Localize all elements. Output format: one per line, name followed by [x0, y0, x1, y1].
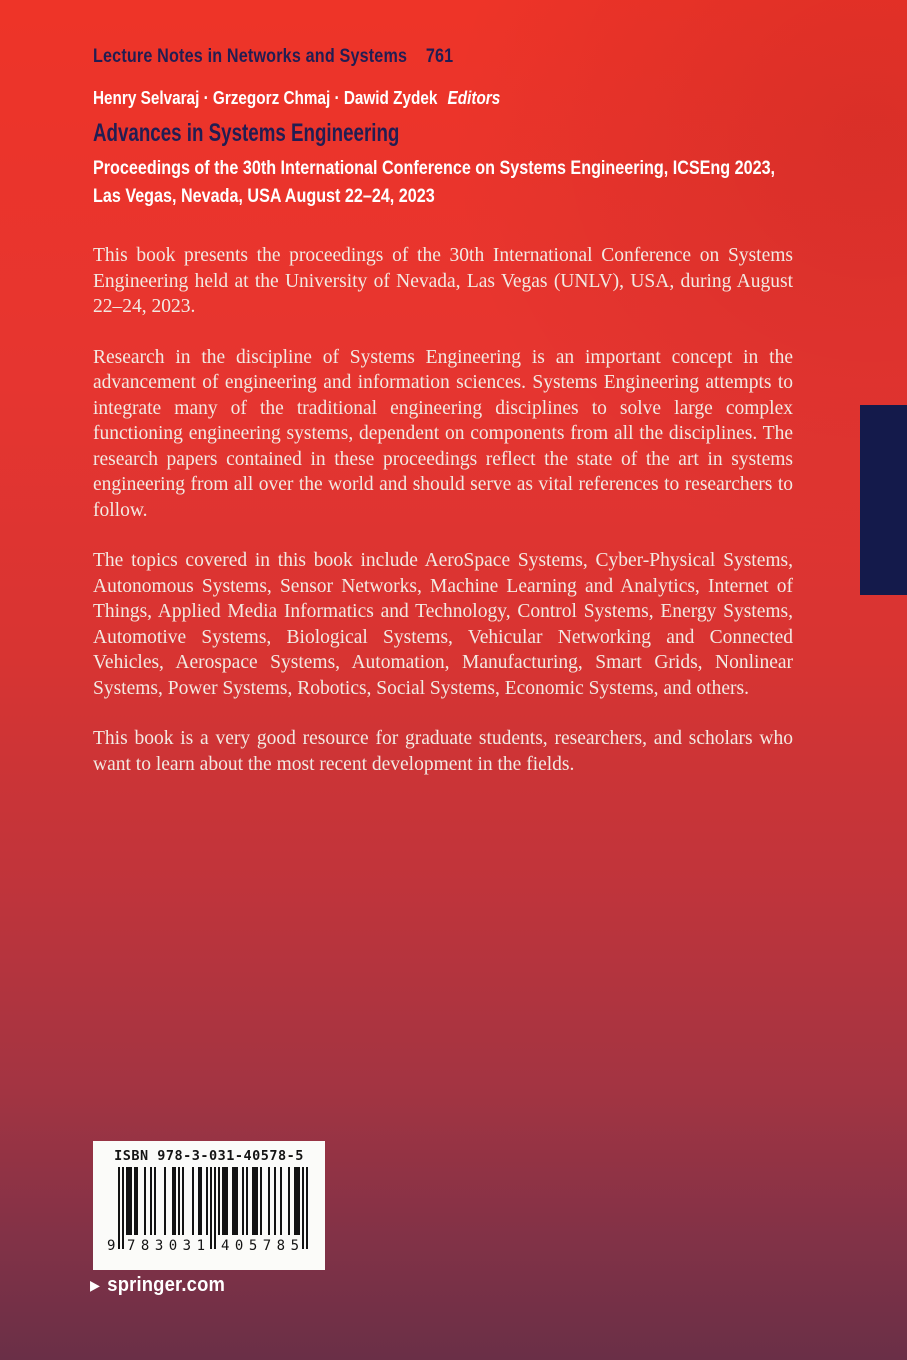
isbn-barcode-block — [93, 1141, 325, 1270]
publisher-site-label: springer.com — [107, 1274, 226, 1296]
svg-text:405785: 405785 — [221, 1238, 299, 1253]
authors-line — [93, 88, 697, 109]
series-name: Lecture Notes in Networks and Systems — [93, 46, 408, 67]
back-cover-blurb — [93, 243, 793, 802]
cover-text-column — [93, 46, 803, 211]
blurb-paragraph: This book is a very good resource for graduate students, researchers, and scholars who want to learn about the most recent development in the fields. — [93, 728, 793, 775]
author-names: Henry Selvaraj · Grzegorz Chmaj · Dawid Zydek — [93, 88, 438, 108]
book-subtitle: Proceedings of the 30th International Conference on Systems Engineering, ICSEng 2023, Las Vegas, Nevada, USA August 22–24, 2023 — [93, 158, 776, 207]
isbn-label: ISBN 978-3-031-40578-5 — [114, 1148, 304, 1164]
book-title: Advances in Systems Engineering — [93, 119, 400, 147]
series-line — [93, 46, 697, 68]
navy-spine-tab — [860, 405, 907, 595]
ean13-barcode — [93, 1167, 325, 1253]
blurb-paragraph: The topics covered in this book include AeroSpace Systems, Cyber-Physical Systems, Autonomous Systems, Sensor Networks, Machine Learning and Analytics, Internet of Things, Applied Media Informatics and Technology, Control Systems, Energy Systems, Automotive Systems, Biological Systems, Vehicular Networking and Connected Vehicles, Aerospace Systems, Automation, Manufacturing, Smart Grids, Nonlinear Systems, Power Systems, Robotics, Social Systems, Economic Systems, and others. — [93, 550, 793, 699]
publisher-line — [90, 1274, 225, 1297]
editors-label: Editors — [447, 88, 501, 108]
series-volume: 761 — [425, 46, 454, 67]
svg-text:783031: 783031 — [127, 1238, 205, 1253]
blurb-paragraph: Research in the discipline of Systems Engineering is an important concept in the advancement of engineering and information sciences. Systems Engineering attempts to integrate many of the traditional engineering disciplines to solve large complex functioning engineering systems, dependent on components from all the disciplines. The research papers contained in these proceedings reflect the state of the art in systems engineering from all over the world and should serve as vital references to researchers to follow. — [93, 346, 793, 521]
blurb-paragraph: This book presents the proceedings of the 30th International Conference on Systems Engineering held at the University of Nevada, Las Vegas (UNLV), USA, during August 22–24, 2023. — [93, 245, 793, 317]
barcode-bars — [106, 1167, 312, 1253]
svg-text:9: 9 — [107, 1238, 116, 1253]
arrow-icon: ▶ — [90, 1277, 100, 1293]
